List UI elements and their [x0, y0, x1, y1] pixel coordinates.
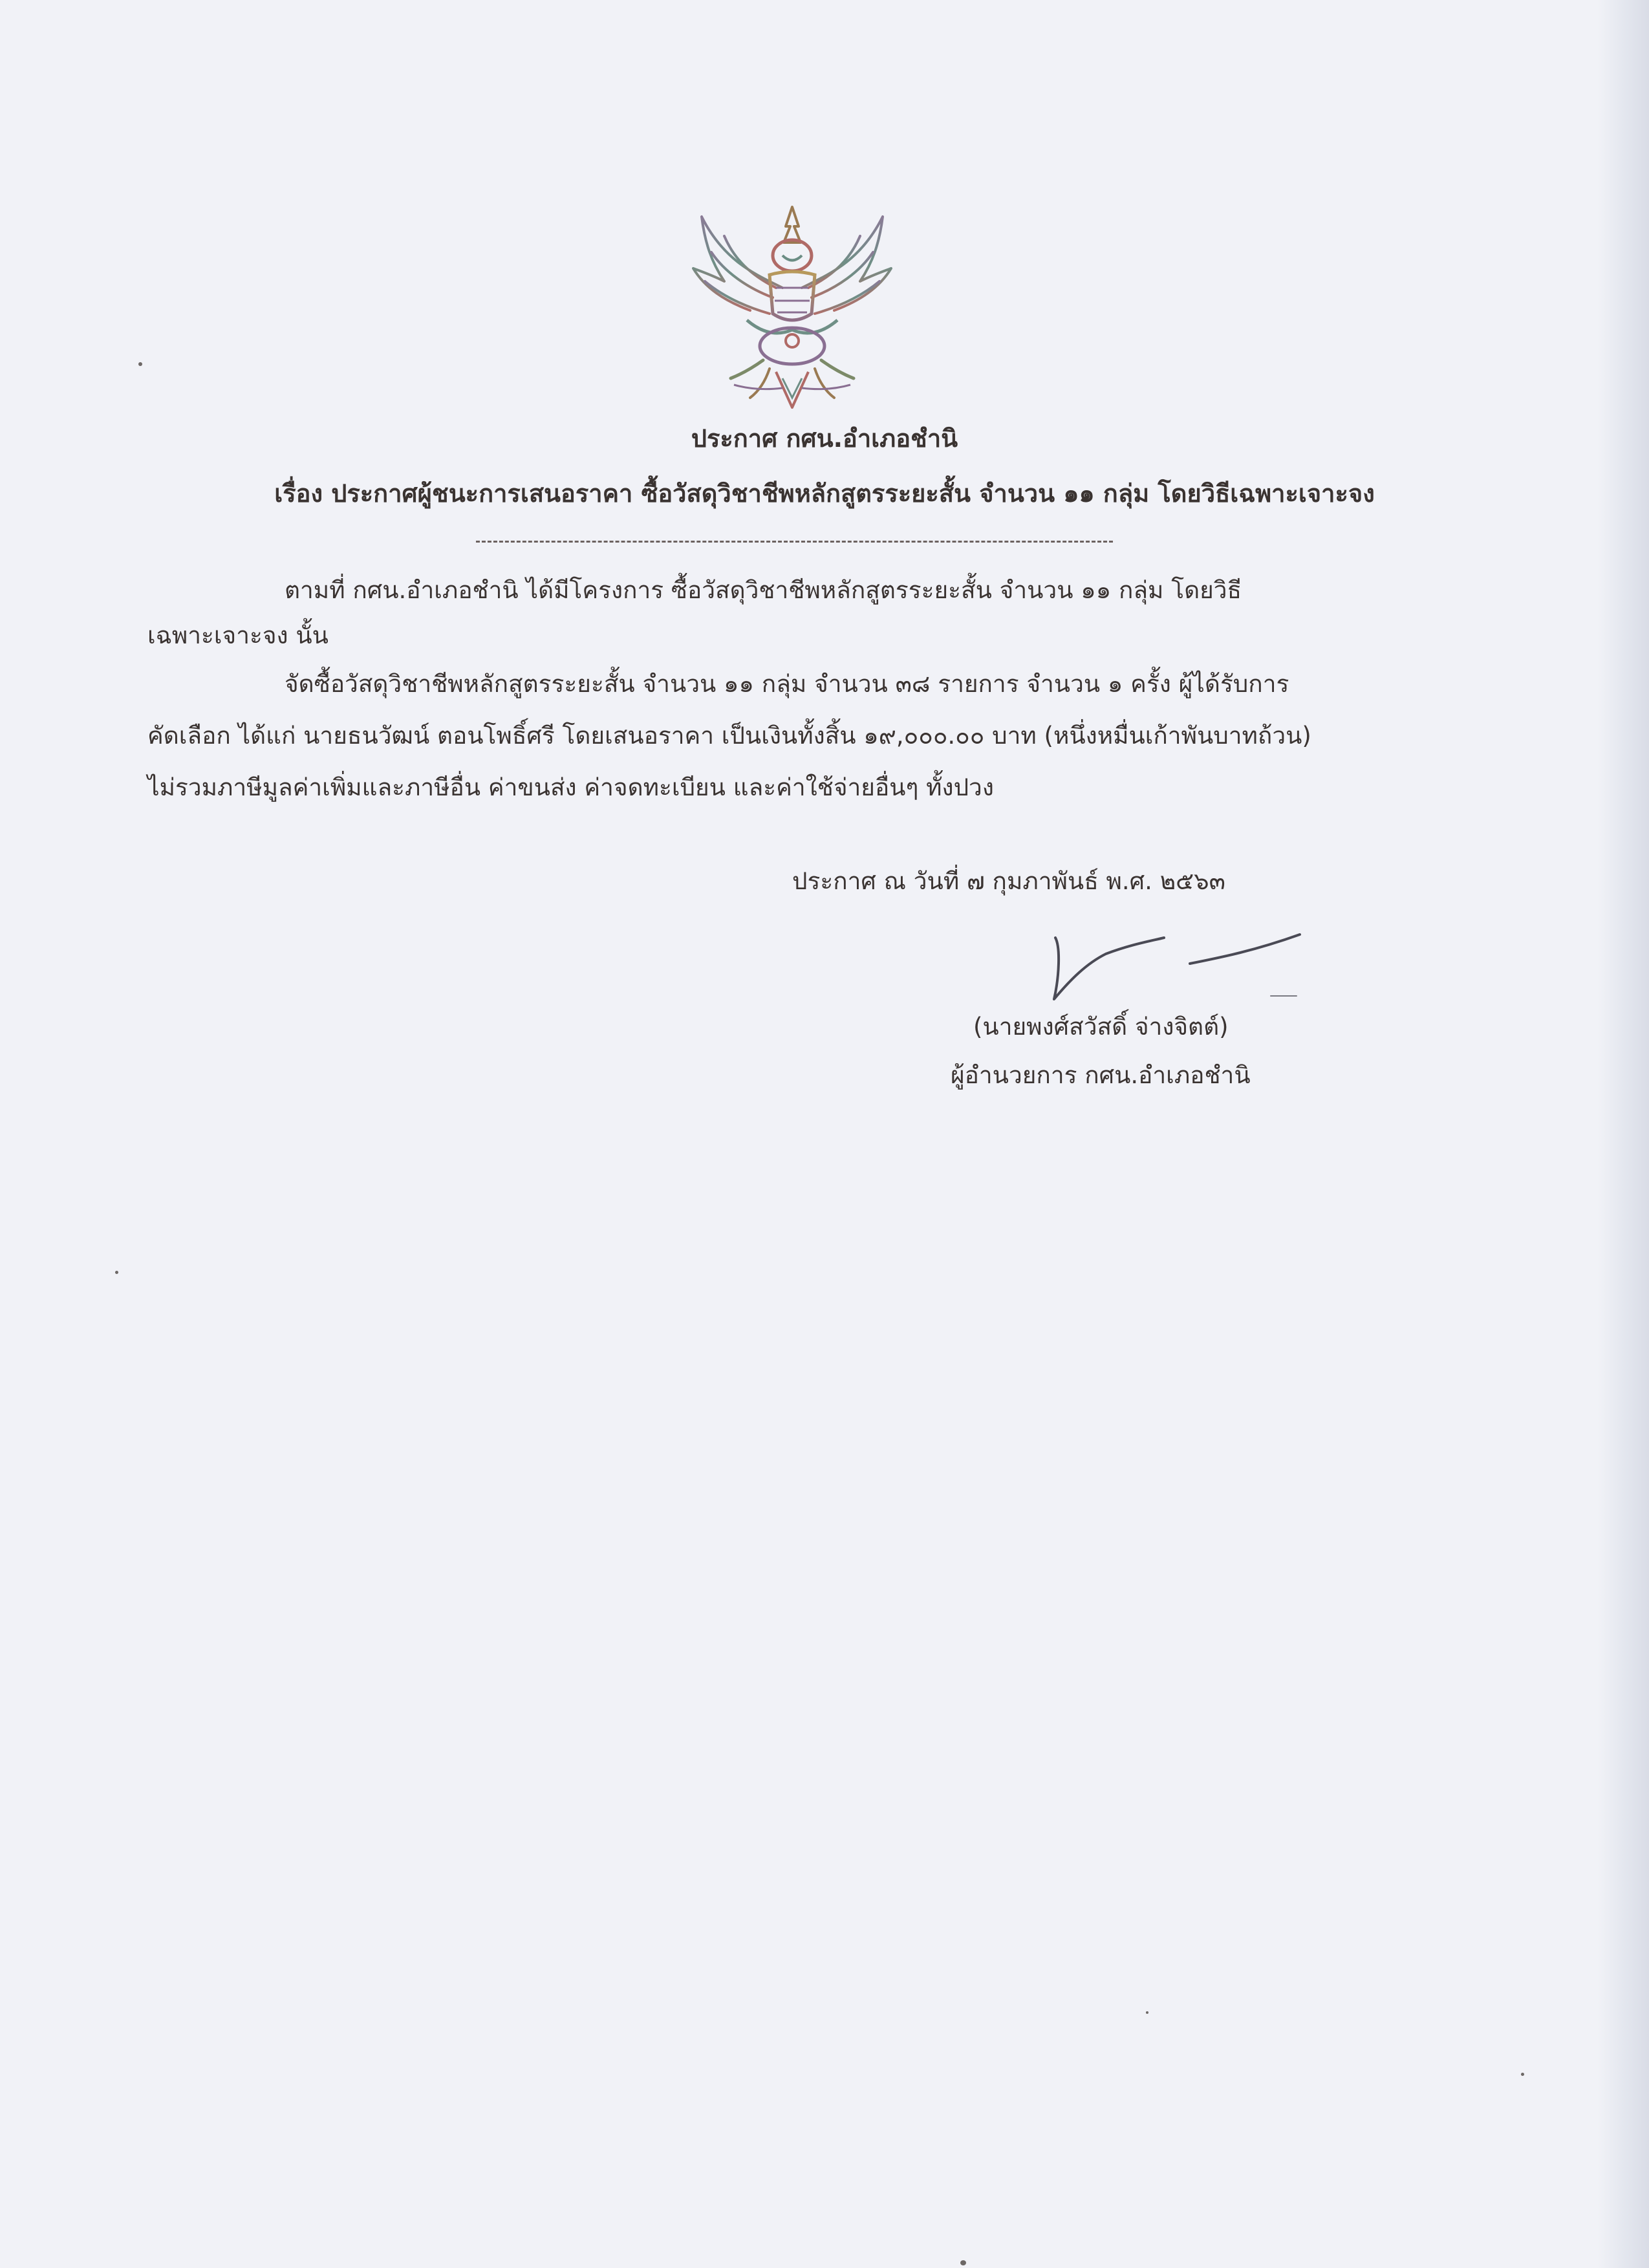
- announcement-title: ประกาศ กศน.อำเภอชำนิ: [691, 424, 958, 453]
- paper-speck: [1146, 2011, 1148, 2014]
- title-divider: [476, 541, 1113, 543]
- signatory-name: (นายพงศ์สวัสดิ์ จ่างจิตต์): [973, 1013, 1229, 1041]
- body-paragraph-2-line-2: คัดเลือก ได้แก่ นายธนวัฒน์ ตอนโพธิ์ศรี โดยเสนอราคา เป็นเงินทั้งสิ้น ๑๙,๐๐๐.๐๐ บาท (หนึ่งหมื่นเก้าพันบาทถ้วน): [147, 722, 1311, 750]
- announcement-date: ประกาศ ณ วันที่ ๗ กุมภาพันธ์ พ.ศ. ๒๕๖๓: [792, 867, 1225, 895]
- paper-speck: [115, 1271, 118, 1274]
- handwritten-signature: [1041, 918, 1313, 1009]
- signatory-position: ผู้อำนวยการ กศน.อำเภอชำนิ: [951, 1061, 1251, 1089]
- body-paragraph-2-line-3: ไม่รวมภาษีมูลค่าเพิ่มและภาษีอื่น ค่าขนส่ง ค่าจดทะเบียน และค่าใช้จ่ายอื่นๆ ทั้งปวง: [147, 773, 994, 801]
- paper-speck: [1521, 2073, 1524, 2076]
- body-paragraph-2-line-1: จัดซื้อวัสดุวิชาชีพหลักสูตรระยะสั้น จำนวน ๑๑ กลุ่ม จำนวน ๓๘ รายการ จำนวน ๑ ครั้ง ผู้ได้รับการ: [285, 670, 1289, 698]
- paper-speck: [138, 362, 142, 366]
- paper-edge-shadow: [1597, 0, 1649, 2268]
- garuda-emblem-icon: [685, 191, 899, 417]
- body-paragraph-1-line-1: ตามที่ กศน.อำเภอชำนิ ได้มีโครงการ ซื้อวัสดุวิชาชีพหลักสูตรระยะสั้น จำนวน ๑๑ กลุ่ม โดยวิธี: [285, 576, 1242, 604]
- announcement-subject: เรื่อง ประกาศผู้ชนะการเสนอราคา ซื้อวัสดุวิชาชีพหลักสูตรระยะสั้น จำนวน ๑๑ กลุ่ม โดยวิธีเฉพาะเจาะจง: [274, 479, 1375, 508]
- paper-speck: [960, 2260, 966, 2265]
- body-paragraph-1-line-2: เฉพาะเจาะจง นั้น: [147, 621, 329, 649]
